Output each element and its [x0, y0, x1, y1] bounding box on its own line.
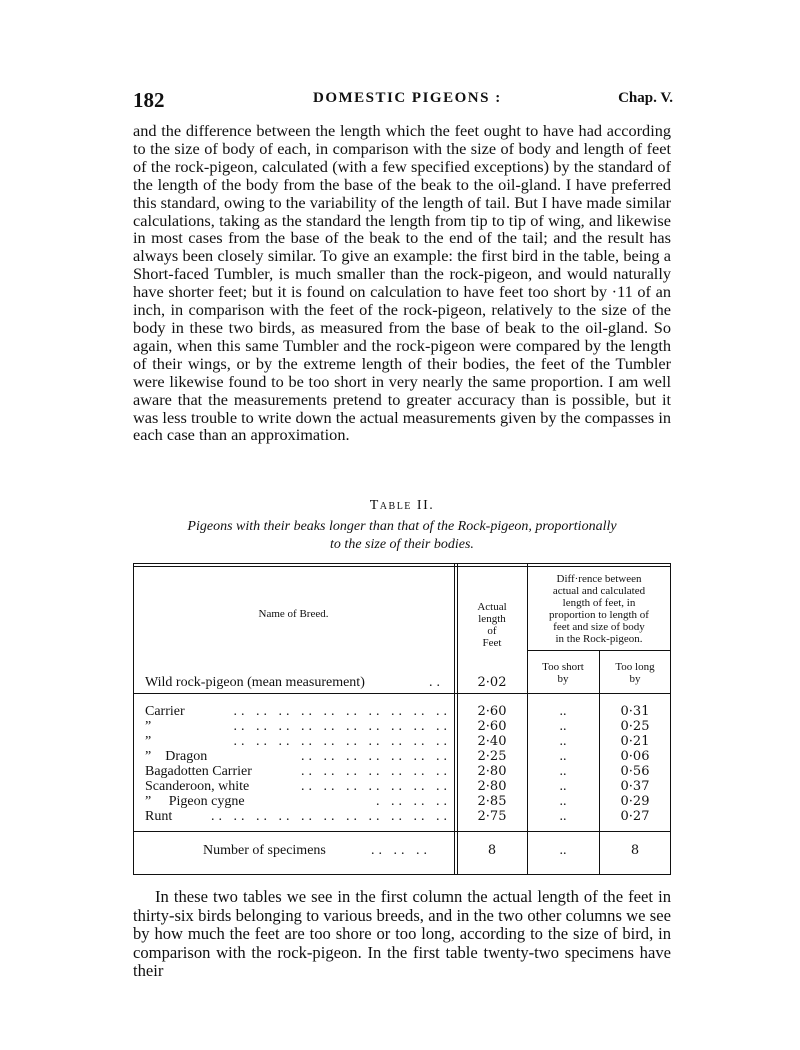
table-row-too-short: .. [559, 779, 567, 794]
table-bottom-rule [133, 874, 671, 875]
col-header-name: Name of Breed. [258, 608, 329, 620]
table-row-actual: 2·25 [477, 749, 507, 764]
table-caption-line-1: Pigeons with their beaks longer than that of the Rock-pigeon, proportionally [187, 519, 617, 534]
table-row-name: ” [145, 719, 152, 734]
table-row-too-short: .. [559, 794, 567, 809]
table-row-dots: .. .. .. .. .. .. .. [301, 749, 451, 764]
table-row-name: Carrier [145, 704, 185, 719]
wild-row-actual: 2·02 [477, 675, 507, 690]
col-header-diff-4: proportion to length of [549, 609, 649, 621]
col-header-too-long [599, 661, 671, 685]
table-row-dots: .. .. .. .. .. .. .. .. .. .. [233, 719, 451, 734]
table-heading: Table II. [369, 498, 435, 513]
table-row-too-long: 0·56 [620, 764, 650, 779]
col-header-diff-6: in the Rock-pigeon. [555, 633, 643, 645]
table-caption [133, 518, 671, 554]
table-row-name: Bagadotten Carrier [145, 764, 252, 779]
table-row-too-long: 0·06 [620, 749, 650, 764]
table-row-too-short: .. [559, 734, 567, 749]
table-row-too-long: 0·21 [620, 734, 650, 749]
running-title: DOMESTIC PIGEONS : [313, 90, 502, 106]
table-row-actual: 2·60 [477, 704, 507, 719]
wild-row-dots: .. [429, 675, 444, 690]
table-row-name: Runt [145, 809, 173, 824]
table-row-dots: .. .. .. .. .. .. .. .. .. .. .. [211, 809, 451, 824]
col-header-long-2: by [629, 673, 641, 685]
col-header-long-1: Too long [615, 661, 655, 673]
table-row-too-short: .. [559, 749, 567, 764]
footer-too-long: 8 [630, 843, 640, 858]
table-body [133, 704, 671, 824]
table-row-dots: .. .. .. .. .. .. .. [301, 764, 451, 779]
page-number: 182 [133, 88, 165, 112]
footer-label: Number of specimens [203, 843, 326, 858]
table-row-actual: 2·60 [477, 719, 507, 734]
table-row-actual: 2·40 [477, 734, 507, 749]
footer-too-short: .. [559, 843, 567, 858]
footer-actual: 8 [487, 843, 497, 858]
col-header-too-short [527, 661, 599, 685]
table-row-too-long: 0·29 [620, 794, 650, 809]
table-row-name: Scanderoon, white [145, 779, 250, 794]
table-row-too-long: 0·25 [620, 719, 650, 734]
col-header-actual-2: length [478, 613, 506, 625]
table-row-actual: 2·80 [477, 764, 507, 779]
col-header-diff-1: Diff·rence between [556, 573, 642, 585]
table-row-name: ” Pigeon cygne [145, 794, 245, 809]
wild-row-name: Wild rock-pigeon (mean measurement) [145, 675, 365, 690]
col-header-short-2: by [557, 673, 569, 685]
page-header [133, 88, 673, 114]
col-header-actual [457, 601, 527, 649]
data-table [133, 563, 671, 875]
table-row-actual: 2·80 [477, 779, 507, 794]
table-row-actual: 2·85 [477, 794, 507, 809]
table-row-name: ” [145, 734, 152, 749]
table-row-dots: .. .. .. .. .. .. .. .. .. .. [233, 704, 451, 719]
col-header-actual-4: Feet [482, 637, 502, 649]
col-header-actual-1: Actual [477, 601, 507, 613]
table-caption-line-2: to the size of their bodies. [330, 537, 474, 552]
table-row-too-long: 0·31 [620, 704, 650, 719]
table-row-too-short: .. [559, 719, 567, 734]
table-top-rule-inner [133, 566, 671, 567]
col-header-actual-3: of [487, 625, 497, 637]
body-paragraph-1: and the difference between the length which the feet ought to have had according to the size of body of each, in comparison with the size of body and length of feet of the rock-pigeon, calculated (with a few specified exceptions) by the standard of the length of the body from the base of the beak to the oil-gland. I have preferred this standard, owing to the variability of the length of tail. But I have made similar calculations, taking as the standard the length from tip to tip of wing, and likewise in most cases from the base of the beak to the end of the tail; and the result has always been closely similar. To give an example: the first bird in the table, being a Short-faced Tumbler, is much smaller than the rock-pigeon, and would naturally have shorter feet; but it is found on calculation to have feet too short by ·11 of an inch, in comparison with the feet of the rock-pigeon, relatively to the size of the body in these two birds, as measured from the base of beak to the oil-gland. So again, when this same Tumbler and the rock-pigeon were compared by the length of their wings, or by the extreme length of their bodies, the feet of the Tumbler were likewise found to be too short in very nearly the same proportion. I am well aware that the measurements pretend to greater accuracy than is possible, but it was less trouble to write down the actual measurements given by the compasses in each case than an approximation. [133, 121, 671, 445]
chapter-label: Chap. V. [618, 90, 673, 106]
col-header-diff-5: feet and size of body [553, 621, 645, 633]
table-header-rule [133, 693, 671, 694]
table-row-actual: 2·75 [477, 809, 507, 824]
table-top-rule [133, 563, 671, 564]
table-row-dots: .. .. .. .. .. .. .. [301, 779, 451, 794]
table-row-too-short: .. [559, 764, 567, 779]
table-row-too-short: .. [559, 704, 567, 719]
body-paragraph-2: In these two tables we see in the first column the actual length of the feet in thirty-six birds belonging to various breeds, and in the two other columns we see by how much the feet are too shore or too long, according to the size of bird, in comparison with the rock-pigeon. In the first table twenty-two specimens have their [133, 887, 671, 980]
table-row-too-long: 0·37 [620, 779, 650, 794]
col-header-difference [527, 573, 671, 645]
table-row-too-short: .. [559, 809, 567, 824]
table-row-dots: .. .. .. .. .. .. .. .. .. .. [233, 734, 451, 749]
col-header-short-1: Too short [542, 661, 584, 673]
col-header-diff-3: length of feet, in [562, 597, 636, 609]
table-row-name: ” Dragon [145, 749, 208, 764]
table-row-too-long: 0·27 [620, 809, 650, 824]
footer-dots: .. .. .. [371, 843, 431, 858]
col-header-diff-2: actual and calculated [552, 585, 646, 597]
table-row-dots: . .. .. .. [376, 794, 451, 809]
table-footer-rule [133, 831, 671, 832]
